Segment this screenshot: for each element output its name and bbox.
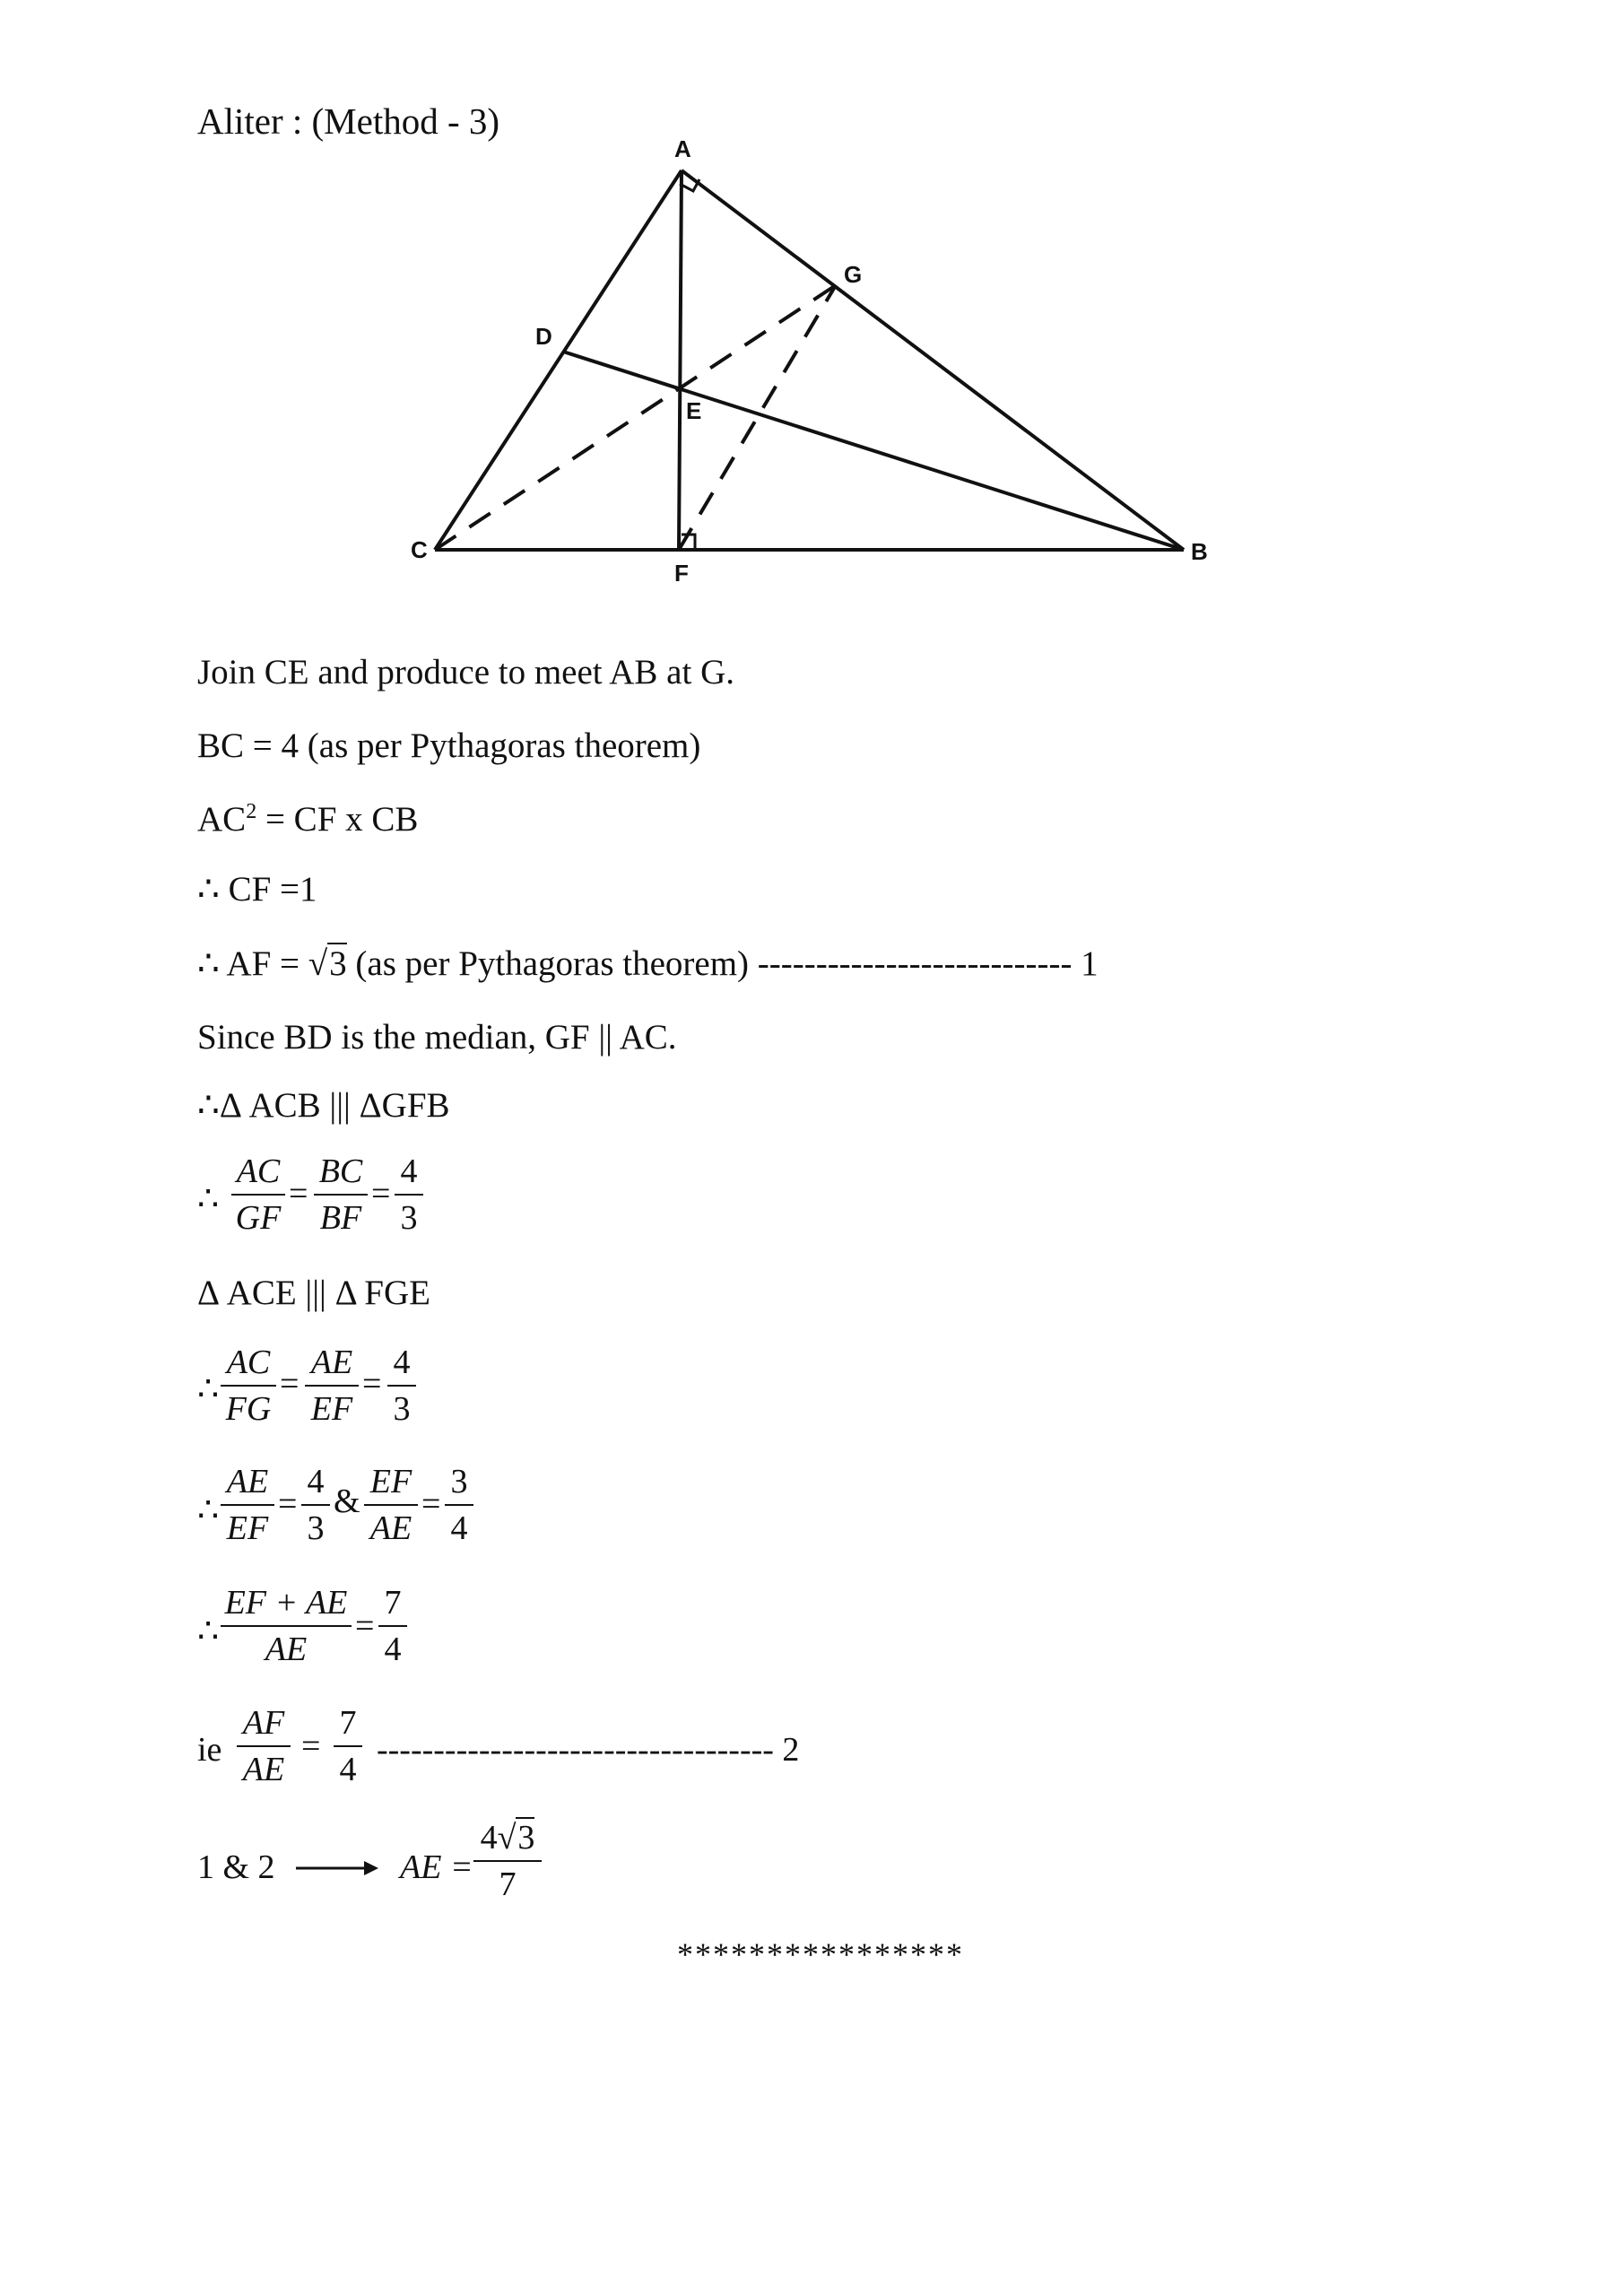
- fraction: $\frac{4}{3}$: [395, 1154, 423, 1235]
- side-ab: [682, 170, 1184, 550]
- step-cf: ∴ CF =1: [197, 870, 317, 909]
- label-f: F: [674, 560, 689, 587]
- side-ac: [435, 170, 682, 550]
- dashed-cg: [435, 285, 836, 550]
- fraction: $\frac{4}{3}$: [301, 1465, 330, 1545]
- fraction: $\frac{4√3}{7}$: [473, 1821, 542, 1901]
- fraction: $\frac{4}{3}$: [387, 1345, 416, 1426]
- superscript: 2: [246, 800, 257, 823]
- triangle-figure: [0, 0, 1624, 628]
- fraction: $\frac{BC}{BF}$: [314, 1154, 368, 1235]
- step-ac-squared: $AC^2$ = CF x CB: [197, 800, 419, 839]
- step-similar-acb: ∴Δ ACB ||| ΔGFB: [197, 1086, 450, 1125]
- sqrt-3: √3: [308, 944, 347, 983]
- fraction: $\frac{EF}{AE}$: [364, 1465, 418, 1545]
- step-similar-ace: Δ ACE ||| Δ FGE: [197, 1274, 430, 1312]
- section-heading: Aliter : (Method - 3): [197, 100, 500, 142]
- step-bc: BC = 4 (as per Pythagoras theorem): [197, 726, 701, 765]
- fraction: $\frac{AF}{AE}$: [237, 1706, 291, 1787]
- label-a: A: [674, 135, 691, 162]
- dashed-fg: [679, 285, 836, 550]
- label-c: C: [411, 536, 428, 563]
- label-b: B: [1191, 538, 1208, 565]
- fraction: $\frac{EF + AE}{AE}$: [221, 1586, 352, 1666]
- fraction: $\frac{AE}{EF}$: [305, 1345, 359, 1426]
- altitude-af: [679, 170, 682, 550]
- label-d: D: [535, 323, 552, 350]
- arrow-right-icon: [294, 1855, 380, 1882]
- end-stars: ****************: [677, 1936, 964, 1972]
- fraction: $\frac{AE}{EF}$: [221, 1465, 274, 1545]
- sqrt-3: √3: [497, 1819, 535, 1857]
- step-join-ce: Join CE and produce to meet AB at G.: [197, 653, 734, 691]
- fraction: $\frac{3}{4}$: [445, 1465, 473, 1545]
- fraction: $\frac{7}{4}$: [334, 1706, 362, 1787]
- fraction: $\frac{AC}{GF}$: [231, 1154, 285, 1235]
- step-af: ∴ AF = √3 (as per Pythagoras theorem) --------------------------- 1: [197, 944, 1099, 983]
- label-g: G: [844, 261, 863, 288]
- fraction: $\frac{AC}{FG}$: [221, 1345, 276, 1426]
- median-bd: [563, 352, 1184, 550]
- label-e: E: [686, 397, 702, 424]
- fraction: $\frac{7}{4}$: [378, 1586, 407, 1666]
- step-median: Since BD is the median, GF || AC.: [197, 1018, 677, 1057]
